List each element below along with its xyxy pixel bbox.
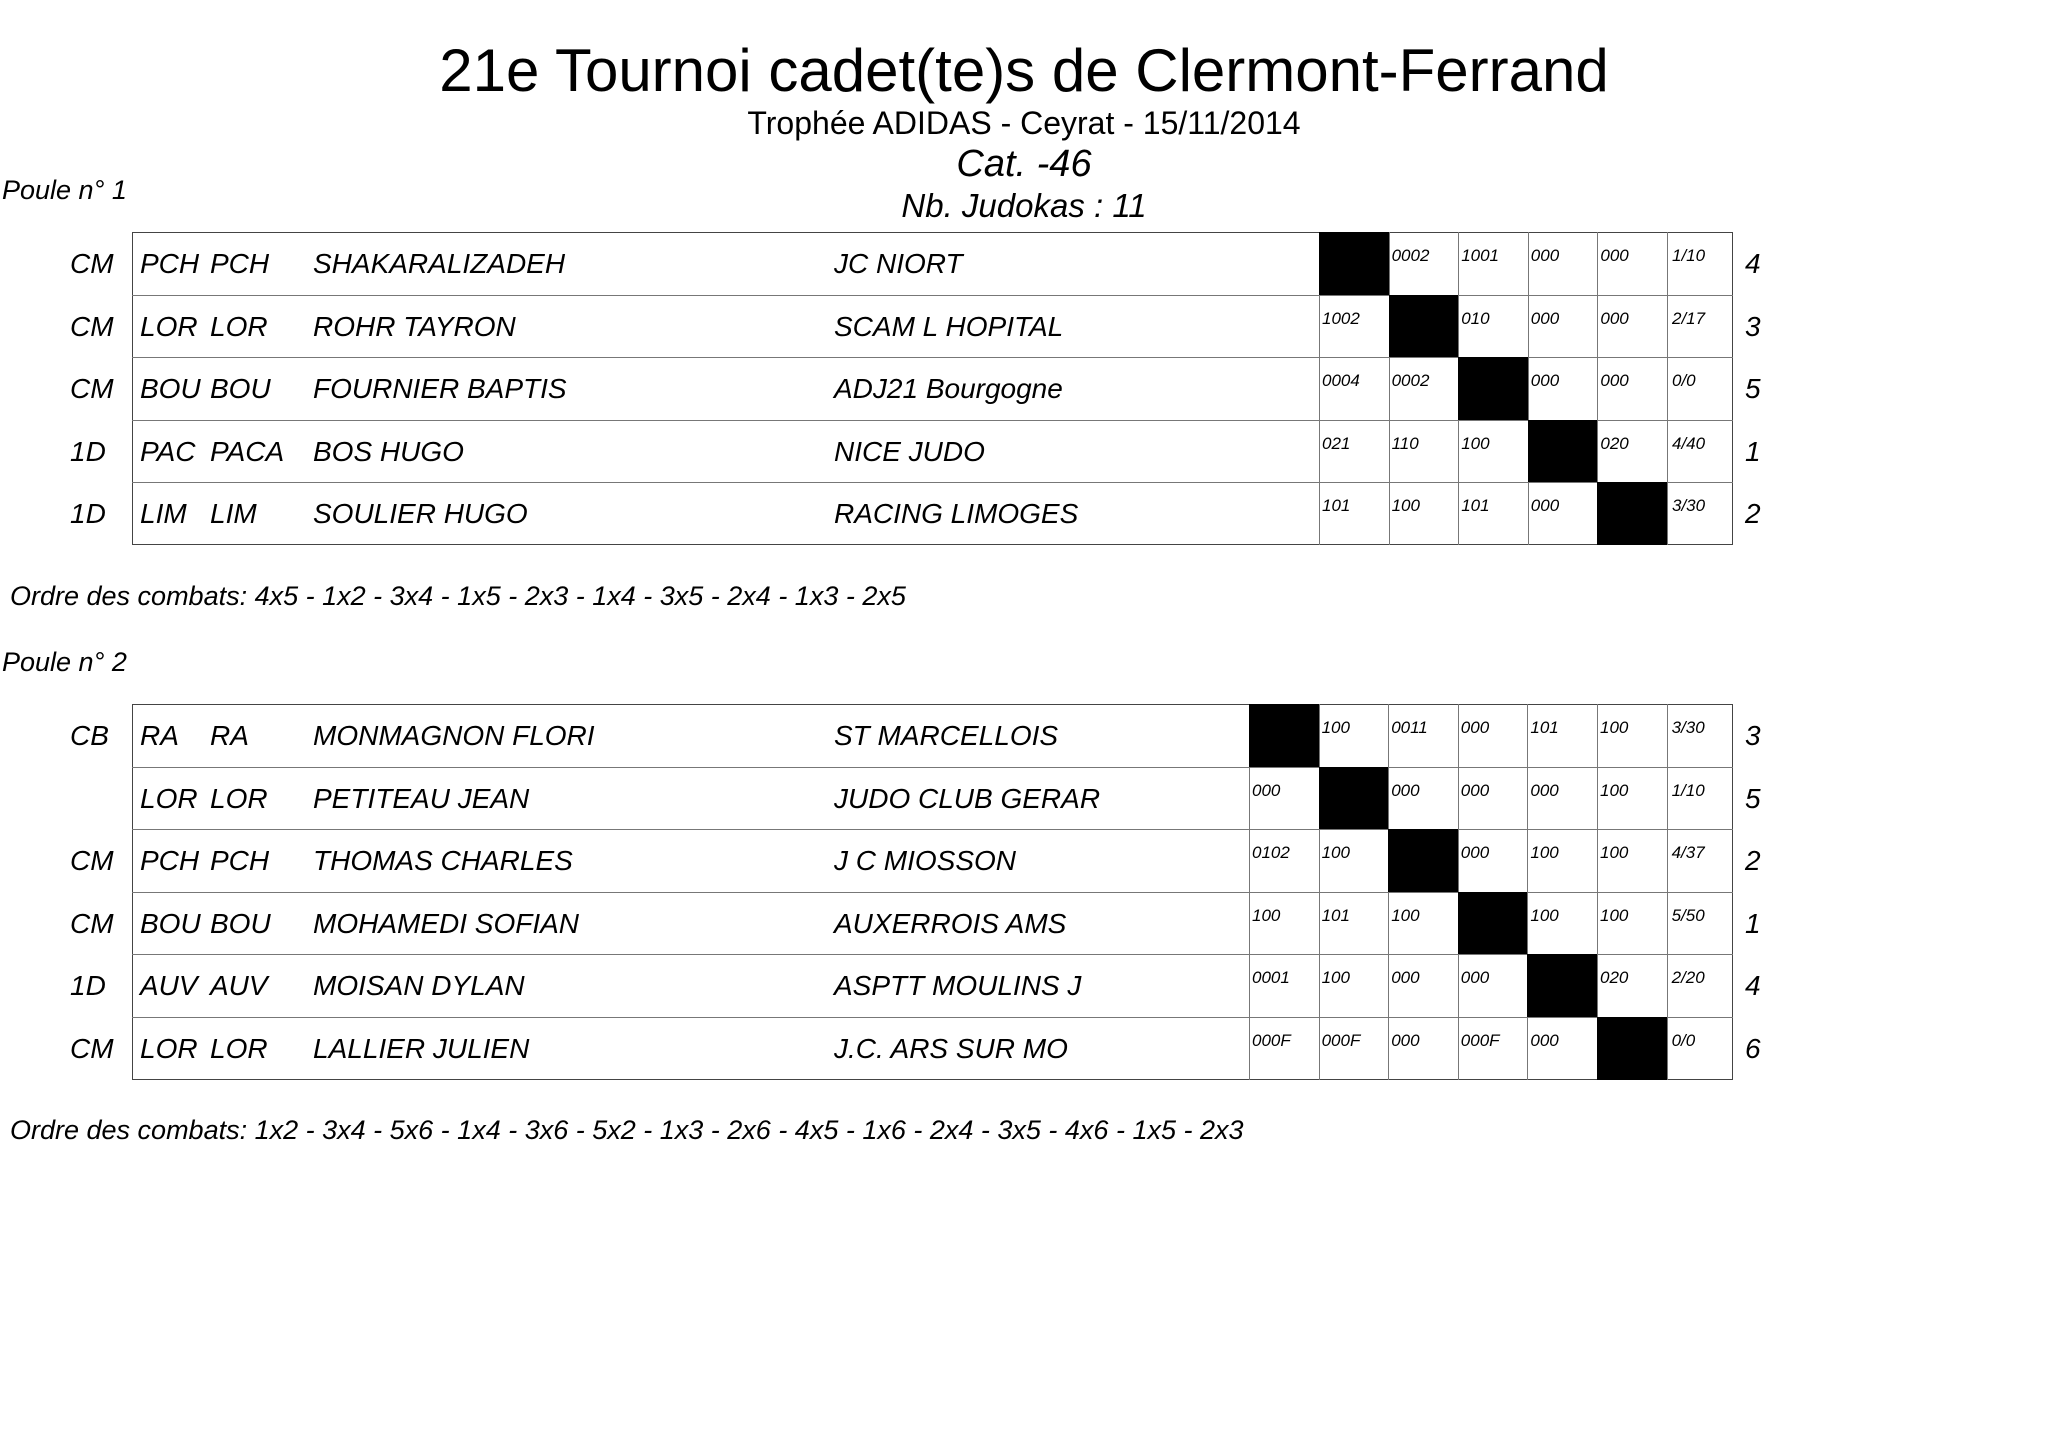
- score-cell: 100: [1600, 718, 1629, 737]
- judoka-region: LOR: [210, 1033, 268, 1064]
- score-cell: 100: [1321, 718, 1350, 737]
- score-cell: 000: [1391, 1031, 1420, 1050]
- judoka-level: CM: [70, 373, 114, 405]
- judoka-region: BOU: [210, 907, 271, 939]
- total-cell: 0/0: [1672, 371, 1696, 391]
- score-cell: 100: [1321, 968, 1350, 988]
- row-divider: [132, 1017, 1733, 1018]
- score-cell: 000F: [1460, 1031, 1500, 1050]
- judoka-name: ROHR TAYRON: [313, 310, 516, 342]
- judoka-count: Nb. Judokas : 11: [901, 187, 1147, 224]
- score-cell: 021: [1322, 433, 1351, 453]
- rank-value: 3: [1745, 720, 1761, 751]
- judoka-club: JC NIORT: [834, 248, 963, 279]
- row-divider: [132, 767, 1733, 768]
- self-match-cell: [1528, 420, 1598, 483]
- score-cell: 0011: [1391, 718, 1428, 737]
- judoka-name: MONMAGNON FLORI: [313, 720, 595, 751]
- judoka-league: RA: [140, 720, 179, 751]
- score-cell: 100: [1600, 905, 1629, 925]
- pool-label: Poule n° 1: [2, 175, 127, 205]
- judoka-club: NICE JUDO: [834, 435, 985, 467]
- category-label: Cat. -46: [956, 143, 1092, 185]
- score-cell: 100: [1391, 496, 1420, 516]
- judoka-region: LIM: [210, 498, 257, 530]
- row-divider: [132, 295, 1733, 296]
- judoka-club: ASPTT MOULINS J: [834, 970, 1082, 1002]
- rank-value: 6: [1745, 1033, 1761, 1064]
- score-cell: 000F: [1252, 1031, 1291, 1050]
- row-divider: [132, 420, 1733, 421]
- row-divider: [132, 482, 1733, 483]
- score-cell: 0001: [1252, 968, 1290, 988]
- rank-value: 1: [1745, 907, 1761, 939]
- score-cell: 000: [1530, 496, 1560, 516]
- score-cell: 100: [1391, 905, 1420, 925]
- judoka-name: MOHAMEDI SOFIAN: [313, 907, 580, 939]
- judoka-league: BOU: [140, 907, 201, 939]
- judoka-league: LOR: [140, 310, 198, 342]
- fight-order: Ordre des combats: 1x2 - 3x4 - 5x6 - 1x4 - 3x6 - 5x2 - 1x3 - 2x6 - 4x5 - 1x6 - 2x4 - 3x5 - 4x6 - 1x5 - 2x3: [10, 1115, 1244, 1145]
- score-cell: 1002: [1322, 308, 1360, 328]
- pool-label: Poule n° 2: [2, 647, 127, 677]
- score-cell: 000: [1460, 843, 1490, 863]
- judoka-name: SOULIER HUGO: [313, 498, 528, 530]
- column-divider: [1667, 704, 1668, 1080]
- score-cell: 100: [1530, 905, 1559, 925]
- score-cell: 0004: [1322, 371, 1360, 391]
- column-divider: [1528, 232, 1529, 545]
- score-cell: 100: [1530, 843, 1559, 863]
- score-cell: 000: [1460, 968, 1490, 988]
- judoka-name: SHAKARALIZADEH: [313, 248, 566, 279]
- judoka-level: CM: [70, 248, 114, 279]
- judoka-level: 1D: [70, 498, 106, 530]
- total-cell: 5/50: [1671, 905, 1705, 925]
- judoka-club: RACING LIMOGES: [834, 498, 1079, 530]
- judoka-region: PACA: [210, 435, 285, 467]
- score-cell: 000: [1530, 308, 1560, 328]
- judoka-name: BOS HUGO: [313, 435, 464, 467]
- score-cell: 0002: [1391, 371, 1430, 391]
- page-title: 21e Tournoi cadet(te)s de Clermont-Ferrand: [439, 37, 1609, 104]
- self-match-cell: [1388, 829, 1458, 892]
- rank-value: 5: [1745, 373, 1761, 405]
- judoka-league: PAC: [140, 435, 196, 467]
- self-match-cell: [1319, 767, 1389, 830]
- row-divider: [132, 954, 1733, 955]
- score-cell: 000: [1530, 1031, 1559, 1050]
- total-cell: 3/30: [1672, 496, 1706, 516]
- score-cell: 100: [1600, 780, 1629, 800]
- score-cell: 000: [1530, 371, 1560, 391]
- total-cell: 2/20: [1671, 968, 1705, 988]
- total-cell: 1/10: [1672, 246, 1706, 265]
- score-cell: 101: [1461, 496, 1490, 516]
- fight-order: Ordre des combats: 4x5 - 1x2 - 3x4 - 1x5 - 2x3 - 1x4 - 3x5 - 2x4 - 1x3 - 2x5: [10, 581, 906, 611]
- score-cell: 000: [1391, 780, 1420, 800]
- score-cell: 0102: [1252, 843, 1290, 863]
- judoka-league: BOU: [140, 373, 201, 405]
- judoka-club: SCAM L HOPITAL: [834, 310, 1064, 342]
- judoka-region: RA: [210, 720, 249, 751]
- score-cell: 100: [1321, 843, 1350, 863]
- rank-value: 5: [1745, 782, 1761, 814]
- score-cell: 000: [1600, 308, 1629, 328]
- judoka-level: CM: [70, 1033, 114, 1064]
- judoka-name: LALLIER JULIEN: [313, 1033, 530, 1064]
- judoka-level: CM: [70, 845, 114, 877]
- judoka-club: JUDO CLUB GERAR: [834, 782, 1101, 814]
- score-cell: 020: [1600, 433, 1629, 453]
- judoka-name: FOURNIER BAPTIS: [313, 373, 567, 405]
- self-match-cell: [1319, 232, 1389, 295]
- self-match-cell: [1458, 892, 1528, 955]
- score-cell: 100: [1600, 843, 1629, 863]
- judoka-club: AUXERROIS AMS: [834, 907, 1067, 939]
- score-cell: 000: [1391, 968, 1420, 988]
- judoka-name: PETITEAU JEAN: [313, 782, 530, 814]
- column-divider: [1388, 704, 1389, 1080]
- rank-value: 3: [1745, 310, 1761, 342]
- total-cell: 2/17: [1672, 308, 1706, 328]
- total-cell: 3/30: [1671, 718, 1705, 737]
- score-cell: 101: [1322, 496, 1351, 516]
- self-match-cell: [1597, 482, 1667, 545]
- judoka-level: CM: [70, 310, 114, 342]
- judoka-league: PCH: [140, 248, 200, 279]
- judoka-region: AUV: [210, 970, 268, 1002]
- score-cell: 0002: [1391, 246, 1430, 265]
- score-cell: 000: [1530, 246, 1560, 265]
- judoka-club: J.C. ARS SUR MO: [834, 1033, 1068, 1064]
- judoka-region: PCH: [210, 845, 270, 877]
- score-cell: 100: [1461, 433, 1490, 453]
- score-cell: 100: [1252, 905, 1281, 925]
- score-cell: 1001: [1461, 246, 1500, 265]
- judoka-club: J C MIOSSON: [834, 845, 1017, 877]
- score-cell: 000: [1600, 246, 1629, 265]
- column-divider: [1527, 704, 1528, 1080]
- rank-value: 2: [1745, 498, 1761, 530]
- column-divider: [1319, 704, 1320, 1080]
- judoka-level: 1D: [70, 435, 106, 467]
- column-divider: [1667, 232, 1668, 545]
- self-match-cell: [1389, 295, 1459, 358]
- judoka-name: MOISAN DYLAN: [313, 970, 525, 1002]
- judoka-region: PCH: [210, 248, 270, 279]
- total-cell: 4/40: [1672, 433, 1706, 453]
- total-cell: 0/0: [1671, 1031, 1696, 1050]
- self-match-cell: [1458, 357, 1528, 420]
- self-match-cell: [1597, 1017, 1667, 1080]
- judoka-name: THOMAS CHARLES: [313, 845, 573, 877]
- rank-value: 4: [1745, 970, 1761, 1002]
- rank-value: 1: [1745, 435, 1761, 467]
- score-cell: 101: [1530, 718, 1559, 737]
- score-cell: 000F: [1321, 1031, 1361, 1050]
- score-cell: 110: [1391, 433, 1419, 453]
- score-cell: 000: [1252, 780, 1281, 800]
- score-cell: 000: [1530, 780, 1559, 800]
- judoka-level: CM: [70, 907, 114, 939]
- self-match-cell: [1249, 704, 1319, 767]
- judoka-league: LOR: [140, 1033, 198, 1064]
- judoka-region: LOR: [210, 782, 268, 814]
- self-match-cell: [1527, 954, 1597, 1017]
- judoka-region: BOU: [210, 373, 271, 405]
- judoka-league: LIM: [140, 498, 187, 530]
- score-cell: 000: [1600, 371, 1629, 391]
- column-divider: [1389, 232, 1390, 545]
- score-cell: 000: [1460, 780, 1490, 800]
- total-cell: 1/10: [1671, 780, 1705, 800]
- judoka-level: 1D: [70, 970, 106, 1002]
- score-cell: 020: [1600, 968, 1629, 988]
- judoka-club: ADJ21 Bourgogne: [834, 373, 1063, 405]
- judoka-region: LOR: [210, 310, 268, 342]
- judoka-league: PCH: [140, 845, 200, 877]
- score-cell: 000: [1460, 718, 1490, 737]
- judoka-league: AUV: [140, 970, 198, 1002]
- judoka-level: CB: [70, 720, 109, 751]
- rank-value: 4: [1745, 248, 1761, 279]
- score-cell: 010: [1461, 308, 1490, 328]
- page-subtitle: Trophée ADIDAS - Ceyrat - 15/11/2014: [747, 105, 1301, 141]
- score-cell: 101: [1321, 905, 1350, 925]
- judoka-club: ST MARCELLOIS: [834, 720, 1059, 751]
- row-divider: [132, 829, 1733, 830]
- rank-value: 2: [1745, 845, 1761, 877]
- total-cell: 4/37: [1671, 843, 1705, 863]
- judoka-league: LOR: [140, 782, 198, 814]
